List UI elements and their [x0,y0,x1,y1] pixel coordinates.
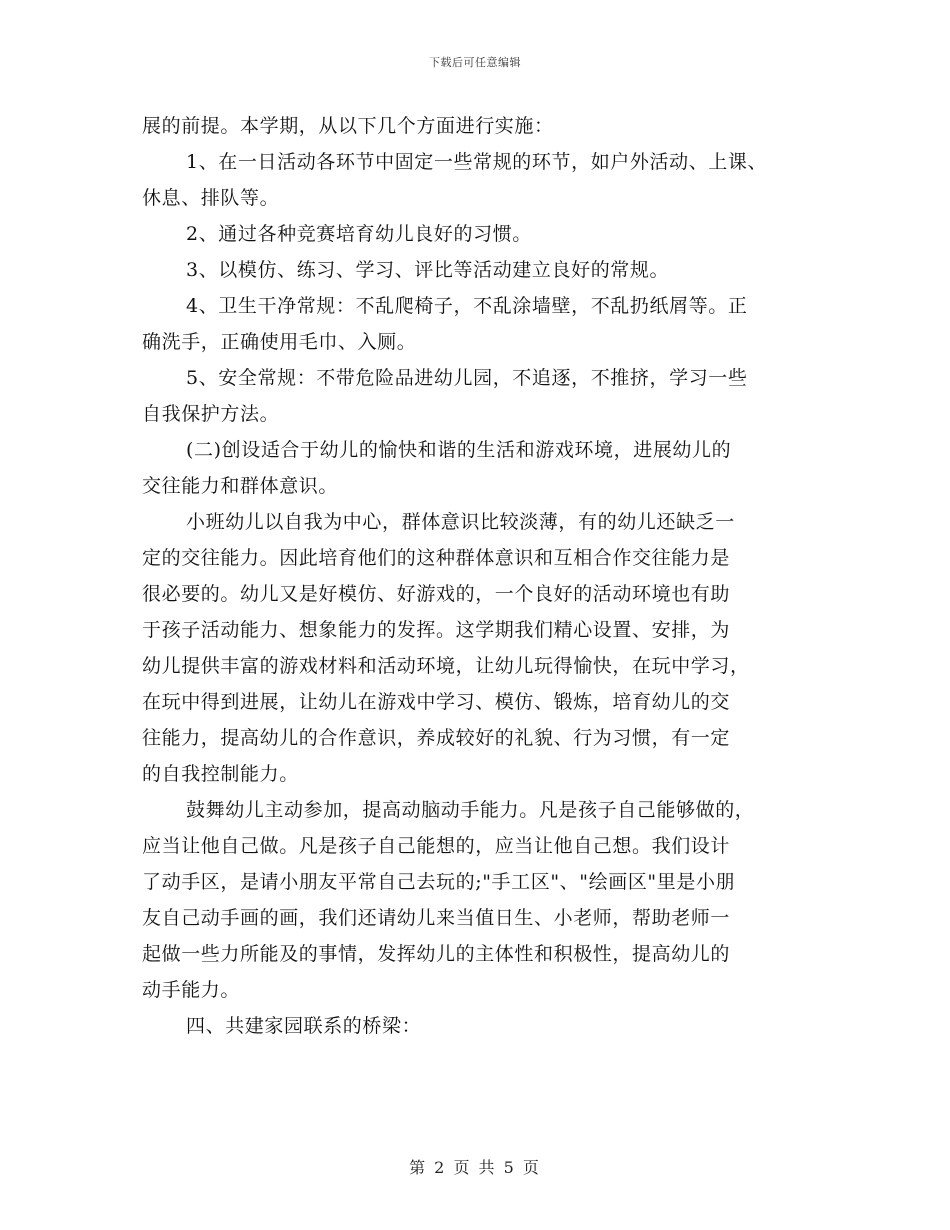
text-line: 2、通过各种竞赛培育幼儿良好的习惯。 [186,223,532,245]
text-line: 交往能力和群体意识。 [142,475,339,497]
text-line: 往能力，提高幼儿的合作意识，养成较好的礼貌、行为习惯，有一定 [142,727,731,749]
text-line: 1、在一日活动各环节中固定一些常规的环节，如户外活动、上课、 [186,151,768,173]
text-line: 3、以模仿、练习、学习、评比等活动建立良好的常规。 [186,259,670,281]
text-line: 5、安全常规：不带危险品进幼儿园，不追逐，不推挤，学习一些 [186,367,748,389]
text-line: (二)创设适合于幼儿的愉快和谐的生活和游戏环境，进展幼儿的 [186,439,732,461]
text-line: 小班幼儿以自我为中心，群体意识比较淡薄，有的幼儿还缺乏一 [186,511,735,533]
text-line: 定的交往能力。因此培育他们的这种群体意识和互相合作交往能力是 [142,547,731,569]
text-line: 在玩中得到进展，让幼儿在游戏中学习、模仿、锻炼，培育幼儿的交 [142,691,731,713]
text-line: 的自我控制能力。 [142,763,299,785]
text-line: 自我保护方法。 [142,403,280,425]
text-line: 起做一些力所能及的事情，发挥幼儿的主体性和积极性，提高幼儿的 [142,943,731,965]
page-header: 下载后可任意编辑 [429,56,521,69]
text-line: 休息、排队等。 [142,187,280,209]
text-line: 应当让他自己做。凡是孩子自己能想的，应当让他自己想。我们设计 [142,835,731,857]
text-line: 4、卫生干净常规：不乱爬椅子，不乱涂墙壁，不乱扔纸屑等。正 [186,295,748,317]
text-line: 于孩子活动能力、想象能力的发挥。这学期我们精心设置、安排，为 [142,619,731,641]
text-line: 很必要的。幼儿又是好模仿、好游戏的，一个良好的活动环境也有助 [142,583,731,605]
text-line: 四、共建家园联系的桥梁： [186,1015,422,1037]
text-line: 友自己动手画的画，我们还请幼儿来当值日生、小老师，帮助老师一 [142,907,731,929]
text-line: 展的前提。本学期，从以下几个方面进行实施： [142,115,554,137]
text-line: 幼儿提供丰富的游戏材料和活动环境，让幼儿玩得愉快，在玩中学习， [142,655,750,677]
body-text [142,108,832,1044]
text-line: 鼓舞幼儿主动参加，提高动脑动手能力。凡是孩子自己能够做的， [186,799,755,821]
text-line: 动手能力。 [142,979,241,1001]
text-line: 确洗手，正确使用毛巾、入厕。 [142,331,417,353]
page-footer: 第 2 页 共 5 页 [409,1158,541,1177]
text-line: 了动手区，是请小朋友平常自己去玩的;"手工区"、"绘画区"里是小朋 [142,871,736,893]
